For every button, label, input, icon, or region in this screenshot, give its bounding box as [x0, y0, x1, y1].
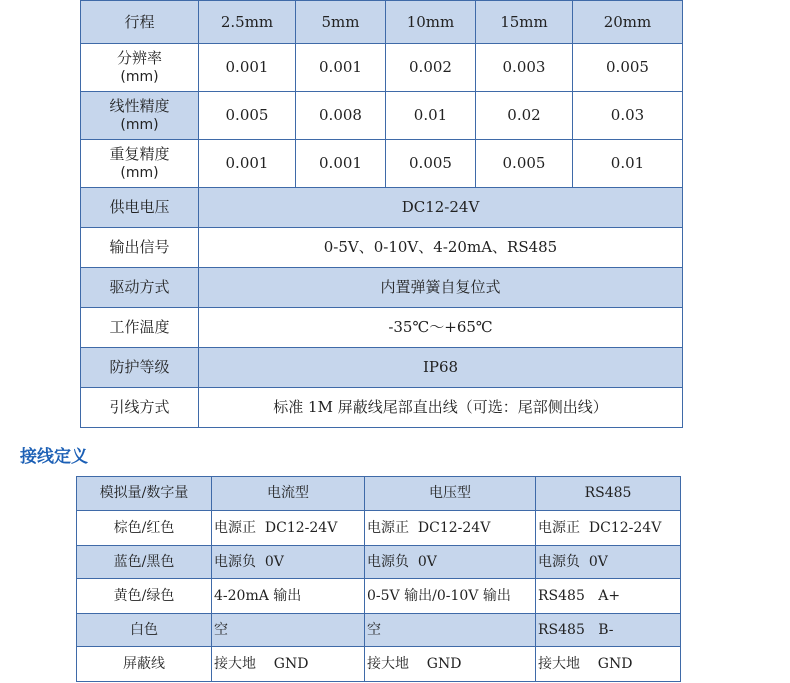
repeatability-value: 0.001 — [296, 140, 386, 188]
supply-voltage-value: DC12-24V — [199, 188, 683, 228]
wiring-header-current: 电流型 — [212, 477, 365, 511]
wiring-row-blue-black — [77, 546, 681, 579]
resolution-value: 0.005 — [573, 44, 683, 92]
repeatability-label — [81, 140, 199, 188]
operating-temperature-label: 工作温度 — [81, 308, 199, 348]
resolution-value: 0.003 — [476, 44, 573, 92]
repeatability-value: 0.01 — [573, 140, 683, 188]
resolution-label — [81, 44, 199, 92]
wire-color-label: 蓝色/黑色 — [77, 546, 212, 579]
repeatability-unit: (mm) — [120, 164, 159, 181]
lead-wire-label: 引线方式 — [81, 388, 199, 428]
linearity-value: 0.03 — [573, 92, 683, 140]
resolution-value: 0.002 — [386, 44, 476, 92]
wiring-header-rs485: RS485 — [536, 477, 681, 511]
linearity-value: 0.01 — [386, 92, 476, 140]
repeatability-value: 0.005 — [476, 140, 573, 188]
wiring-row-yellow-green — [77, 579, 681, 614]
repeatability-value: 0.001 — [199, 140, 296, 188]
wiring-cell: RS485 A+ — [536, 579, 681, 614]
wiring-cell: 电源负 0V — [212, 546, 365, 579]
spec-row-supply-voltage — [81, 188, 683, 228]
wiring-cell: 0-5V 输出/0-10V 输出 — [365, 579, 536, 614]
wiring-cell: 电源正 DC12-24V — [536, 511, 681, 546]
wiring-cell: 接大地 GND — [536, 647, 681, 682]
spec-row-repeatability — [81, 140, 683, 188]
wire-color-label: 屏蔽线 — [77, 647, 212, 682]
linearity-unit: (mm) — [120, 116, 159, 133]
wiring-header-voltage: 电压型 — [365, 477, 536, 511]
lead-wire-value: 标准 1M 屏蔽线尾部直出线（可选：尾部侧出线） — [199, 388, 683, 428]
operating-temperature-value: -35℃～+65℃ — [199, 308, 683, 348]
spec-row-operating-temperature — [81, 308, 683, 348]
protection-rating-label: 防护等级 — [81, 348, 199, 388]
wiring-header-type: 模拟量/数字量 — [77, 477, 212, 511]
spec-row-lead-wire — [81, 388, 683, 428]
wiring-section-title: 接线定义 — [20, 447, 88, 467]
resolution-unit: (mm) — [120, 68, 159, 85]
wiring-cell: RS485 B- — [536, 614, 681, 647]
linearity-value: 0.008 — [296, 92, 386, 140]
supply-voltage-label: 供电电压 — [81, 188, 199, 228]
linearity-label-text: 线性精度 — [109, 96, 170, 115]
stroke-value: 5mm — [296, 1, 386, 44]
drive-mode-label: 驱动方式 — [81, 268, 199, 308]
wiring-header-row — [77, 477, 681, 511]
stroke-label: 行程 — [81, 1, 199, 44]
output-signal-value: 0-5V、0-10V、4-20mA、RS485 — [199, 228, 683, 268]
wiring-cell: 空 — [365, 614, 536, 647]
stroke-value: 2.5mm — [199, 1, 296, 44]
stroke-value: 15mm — [476, 1, 573, 44]
drive-mode-value: 内置弹簧自复位式 — [199, 268, 683, 308]
spec-table — [80, 0, 683, 428]
output-signal-label: 输出信号 — [81, 228, 199, 268]
wiring-cell: 接大地 GND — [212, 647, 365, 682]
spec-row-linearity — [81, 92, 683, 140]
wire-color-label: 黄色/绿色 — [77, 579, 212, 614]
wiring-cell: 电源正 DC12-24V — [212, 511, 365, 546]
wiring-cell: 电源负 0V — [536, 546, 681, 579]
wiring-row-shield — [77, 647, 681, 682]
spec-row-resolution — [81, 44, 683, 92]
wiring-cell: 电源正 DC12-24V — [365, 511, 536, 546]
spec-row-output-signal — [81, 228, 683, 268]
repeatability-label-text: 重复精度 — [109, 144, 170, 163]
stroke-value: 20mm — [573, 1, 683, 44]
linearity-value: 0.005 — [199, 92, 296, 140]
linearity-label — [81, 92, 199, 140]
resolution-label-text: 分辨率 — [116, 48, 162, 67]
resolution-value: 0.001 — [199, 44, 296, 92]
wiring-table — [76, 476, 681, 682]
wire-color-label: 棕色/红色 — [77, 511, 212, 546]
linearity-value: 0.02 — [476, 92, 573, 140]
wiring-cell: 接大地 GND — [365, 647, 536, 682]
wiring-cell: 4-20mA 输出 — [212, 579, 365, 614]
repeatability-value: 0.005 — [386, 140, 476, 188]
resolution-value: 0.001 — [296, 44, 386, 92]
wire-color-label: 白色 — [77, 614, 212, 647]
wiring-row-brown-red — [77, 511, 681, 546]
wiring-cell: 空 — [212, 614, 365, 647]
wiring-row-white — [77, 614, 681, 647]
stroke-value: 10mm — [386, 1, 476, 44]
wiring-cell: 电源负 0V — [365, 546, 536, 579]
spec-row-stroke — [81, 1, 683, 44]
spec-row-drive-mode — [81, 268, 683, 308]
protection-rating-value: IP68 — [199, 348, 683, 388]
spec-row-protection-rating — [81, 348, 683, 388]
